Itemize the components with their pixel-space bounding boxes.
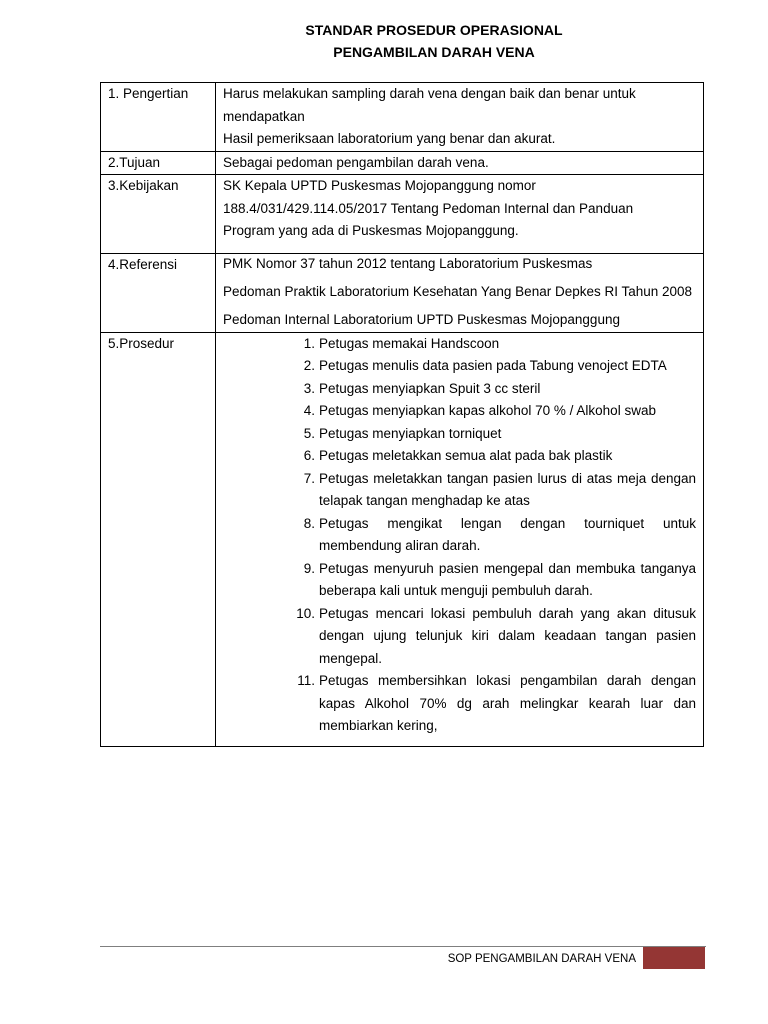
step-text: Petugas menyuruh pasien mengepal dan membuka tanganya beberapa kali untuk menguji pembuluh darah. [319,560,696,598]
prosedur-step [289,558,696,603]
row-label-pengertian: 1. Pengertian [101,83,216,152]
row-label-tujuan: 2.Tujuan [101,151,216,175]
step-number: 2. [303,358,315,373]
row-prosedur [101,332,704,746]
step-number: 8. [303,515,315,531]
step-number: 5. [303,425,315,441]
step-text: Petugas menyiapkan Spuit 3 cc steril [319,380,541,396]
row-referensi [101,253,704,332]
prosedur-step [289,333,696,356]
row-label-referensi: 4.Referensi [101,253,216,332]
prosedur-step [289,468,696,513]
referensi-item: Pedoman Internal Laboratorium UPTD Puskesmas Mojopanggung [223,311,620,327]
row-kebijakan [101,175,704,254]
row-pengertian [101,83,704,152]
row-label-prosedur: 5.Prosedur [101,332,216,746]
pengertian-line: Harus melakukan sampling darah vena dengan baik dan benar untuk [223,86,636,101]
step-text: Petugas menulis data pasien pada Tabung venoject EDTA [319,358,667,373]
step-number: 9. [303,560,315,576]
prosedur-step [289,355,696,378]
row-content-prosedur [216,332,704,746]
row-content-pengertian [216,83,704,152]
step-text: Petugas meletakkan semua alat pada bak plastik [319,448,613,463]
row-content-referensi [216,253,704,332]
row-tujuan [101,151,704,175]
step-number: 11. [297,673,315,688]
prosedur-step [289,423,696,446]
step-text: Petugas menyiapkan kapas alkohol 70 % / Alkohol swab [319,403,656,418]
kebijakan-line: 188.4/031/429.114.05/2017 Tentang Pedoman Internal dan Panduan [223,200,634,216]
step-text: Petugas menyiapkan torniquet [319,425,502,441]
step-number: 6. [303,448,315,463]
step-number: 4. [303,403,315,418]
referensi-item: Pedoman Praktik Laboratorium Kesehatan Yang Benar Depkes RI Tahun 2008 [223,283,693,299]
prosedur-step [289,400,696,423]
prosedur-step [289,378,696,401]
row-content-kebijakan [216,175,704,254]
pengertian-line: Hasil pemeriksaan laboratorium yang benar dan akurat. [223,131,556,146]
prosedur-step [289,513,696,558]
step-number: 7. [303,470,315,486]
step-text: Petugas mengikat lengan dengan tourniquet untuk membendung aliran darah. [319,515,696,553]
prosedur-step [289,670,696,738]
step-text: Petugas memakai Handscoon [319,335,500,351]
step-number: 10. [296,605,315,621]
footer-divider [100,946,706,947]
referensi-item: PMK Nomor 37 tahun 2012 tentang Laboratorium Puskesmas [223,255,593,271]
kebijakan-line: Program yang ada di Puskesmas Mojopanggung. [223,223,519,238]
step-text: Petugas meletakkan tangan pasien lurus di atas meja dengan telapak tangan menghadap ke atas [319,470,696,508]
prosedur-step [289,603,696,671]
footer-accent-box [643,947,705,969]
sop-table [100,82,704,747]
row-label-kebijakan: 3.Kebijakan [101,175,216,254]
step-number: 1. [303,335,315,351]
step-text: Petugas membersihkan lokasi pengambilan darah dengan kapas Alkohol 70% dg arah melingkar kearah luar dan membiarkan kering, [319,673,696,733]
document-subtitle: PENGAMBILAN DARAH VENA [333,44,535,60]
pengertian-line: mendapatkan [223,108,305,124]
document-title: STANDAR PROSEDUR OPERASIONAL [305,22,563,38]
step-text: Petugas mencari lokasi pembuluh darah yang akan ditusuk dengan ujung telunjuk kiri dalam keadaan tangan pasien mengepal. [319,605,696,666]
step-number: 3. [303,380,315,396]
row-content-tujuan: Sebagai pedoman pengambilan darah vena. [216,151,704,175]
kebijakan-line: SK Kepala UPTD Puskesmas Mojopanggung nomor [223,178,536,193]
prosedur-step [289,445,696,468]
prosedur-steps [223,333,696,738]
footer-title: SOP PENGAMBILAN DARAH VENA [447,953,636,965]
